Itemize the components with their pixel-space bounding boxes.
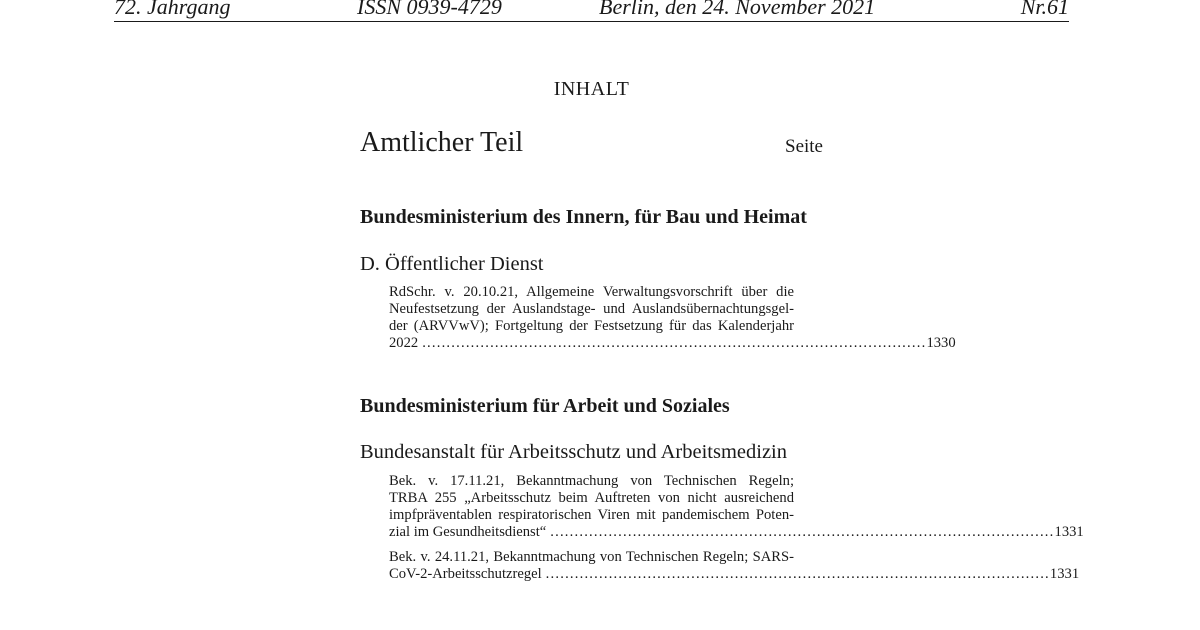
page-number: 1331 [1049, 566, 1080, 582]
entry-text-line: Bek. v. 24.11.21, Bekanntmachung von Technischen Regeln; SARS- [389, 549, 794, 565]
contents-heading: INHALT [553, 78, 630, 100]
entry-text-line: impfpräventablen respiratorischen Viren mit pandemischem Poten- [389, 507, 794, 523]
entry-text-line: zial im Gesundheitsdienst“ [389, 524, 547, 540]
volume-label: 72. Jahrgang [114, 0, 231, 19]
entry-last-line [389, 335, 956, 352]
part-title: Amtlicher Teil [360, 127, 524, 158]
toc-entry[interactable] [389, 284, 956, 352]
ministry-heading: Bundesministerium für Arbeit und Soziales [360, 395, 730, 417]
page-column-label: Seite [785, 136, 823, 157]
entry-text-line: Bek. v. 17.11.21, Bekanntmachung von Technischen Regeln; [389, 473, 794, 489]
subsection-heading: D. Öffentlicher Dienst [360, 253, 544, 275]
masthead [114, 0, 1069, 22]
entry-text-line: TRBA 255 „Arbeitsschutz beim Auftreten von nicht ausreichend [389, 490, 794, 506]
dot-leader: ........................................................................................................ [550, 524, 1055, 540]
page-number: 1331 [1054, 524, 1084, 540]
entry-last-line [389, 524, 1084, 541]
subsection-heading: Bundesanstalt für Arbeitsschutz und Arbeitsmedizin [360, 441, 788, 463]
issue-date: Berlin, den 24. November 2021 [599, 0, 876, 19]
entry-last-line [389, 566, 1080, 583]
entry-text-line: der (ARVVwV); Fortgeltung der Festsetzung für das Kalenderjahr [389, 318, 794, 334]
entry-text-line: Neufestsetzung der Auslandstage- und Auslandsübernachtungsgel- [389, 301, 794, 317]
issn-label: ISSN 0939-4729 [357, 0, 502, 19]
toc-entry[interactable] [389, 549, 1080, 583]
entry-text-line: RdSchr. v. 20.10.21, Allgemeine Verwaltungsvorschrift über die [389, 284, 794, 300]
dot-leader: ........................................................................................................ [545, 566, 1050, 582]
entry-text-line: CoV-2-Arbeitsschutzregel [389, 566, 542, 582]
issue-number: Nr.61 [1020, 0, 1069, 19]
page-number: 1330 [926, 335, 956, 351]
toc-entry[interactable] [389, 473, 1084, 541]
dot-leader: ........................................................................................................ [422, 335, 927, 351]
entry-text-line: 2022 [389, 335, 419, 351]
ministry-heading: Bundesministerium des Innern, für Bau und Heimat [360, 206, 807, 228]
